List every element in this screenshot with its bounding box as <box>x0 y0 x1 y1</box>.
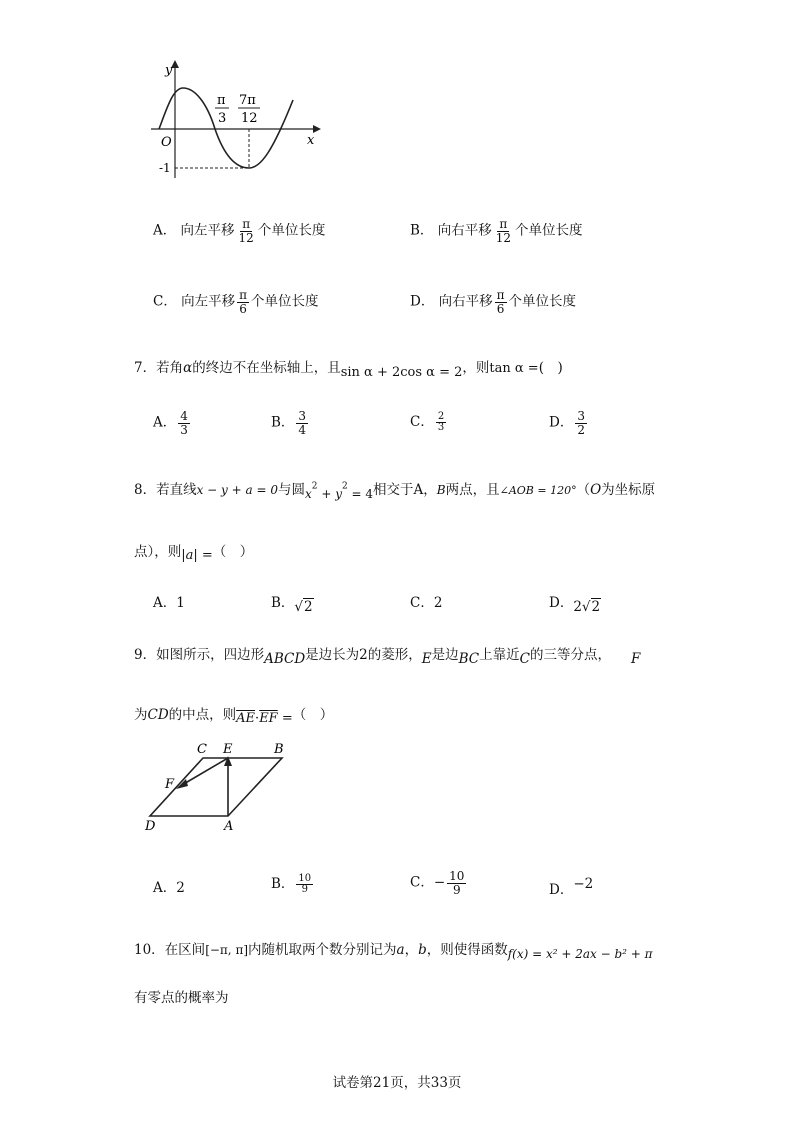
option-letter: B． <box>271 414 295 431</box>
q8-O: O <box>590 482 602 498</box>
q7-paren: ( ) <box>538 360 563 376</box>
q9-F: F <box>630 651 641 667</box>
q9-option-c <box>410 870 468 896</box>
option-text-pre: 向右平移 <box>438 293 493 310</box>
option-text-pre: 向左平移 <box>181 293 236 310</box>
frac-num: 10 <box>449 869 465 883</box>
q7-option-b <box>271 410 310 436</box>
option-text-post: 个单位长度 <box>515 222 583 239</box>
q8-line2-text: 点），则 <box>134 544 182 560</box>
option-sqrt: √2 <box>294 599 313 615</box>
q6-option-c <box>153 289 319 315</box>
x-axis-arrow <box>313 125 321 133</box>
q10-text4: ，则使得函数 <box>426 942 508 958</box>
frac-num: 10 <box>298 872 312 884</box>
option-fraction <box>296 874 313 896</box>
option-fraction <box>494 218 513 244</box>
q9-vector-EF: $\overline{EF}$ <box>259 711 278 726</box>
q9-text1: 如图所示，四边形 <box>156 647 265 663</box>
option-sign: − <box>433 874 446 891</box>
option-fraction <box>447 870 466 896</box>
vertex-label-D: D <box>145 819 156 833</box>
option-fraction <box>436 412 446 434</box>
frac-den: 6 <box>496 301 505 316</box>
q10-interval: [−π, π] <box>205 943 249 957</box>
q7-stem <box>134 356 563 380</box>
q8-line-equation: x − y + a = 0 <box>196 483 278 497</box>
frac-den: 12 <box>495 230 511 245</box>
option-value: 2 <box>433 595 443 611</box>
q10-text2: 内随机取两个数分别记为 <box>248 942 397 958</box>
option-letter: B． <box>271 595 295 611</box>
frac-den: 2 <box>577 422 585 437</box>
q9-paren: （ ） <box>292 707 334 723</box>
q8-paren: （ ） <box>212 544 254 560</box>
option-fraction <box>575 410 587 436</box>
option-value: −2 <box>573 876 594 892</box>
q9-option-d <box>549 872 594 898</box>
option-fraction <box>237 218 256 244</box>
q9-text2: 是边长为2的菱形， <box>305 647 422 663</box>
vertex-label-F: F <box>165 777 175 792</box>
q8-option-a <box>153 591 185 611</box>
question-number: 9． <box>134 647 157 663</box>
q9-CD: CD <box>147 707 169 723</box>
option-letter: C． <box>410 414 434 430</box>
option-letter: C． <box>410 874 434 891</box>
q10-text3: ， <box>404 942 419 958</box>
q8-circle-rhs: = 4 <box>347 487 374 501</box>
option-letter: B． <box>271 876 295 892</box>
question-number: 7． <box>134 360 157 376</box>
q9-line2-text2: 的中点，则 <box>168 707 237 723</box>
tick-pi3-num: π <box>217 93 226 108</box>
q8-circle-x: x <box>304 487 312 501</box>
q8-stem-line2 <box>134 540 254 563</box>
sine-curve <box>159 88 293 168</box>
q8-option-d <box>549 591 601 615</box>
vertex-label-B: B <box>274 742 284 757</box>
q7-alpha: α <box>183 360 193 376</box>
question-number: 10． <box>134 942 165 958</box>
q8-circle-plus: + <box>317 487 336 501</box>
frac-den: 12 <box>238 230 254 245</box>
q10-function: f(x) = x² + 2ax − b² + π <box>507 947 653 961</box>
q6-option-b <box>410 218 583 244</box>
q9-option-b <box>271 872 315 896</box>
q8-text3: 相交于A， <box>373 482 437 498</box>
q9-option-a <box>153 876 185 896</box>
vertex-label-E: E <box>223 742 233 757</box>
frac-num: π <box>499 217 508 231</box>
q7-option-a <box>153 410 192 436</box>
q10-a: a <box>396 942 405 958</box>
x-axis-label: x <box>307 133 315 148</box>
frac-den: 3 <box>437 422 445 433</box>
option-letter: C． <box>153 293 177 310</box>
q8-text1: 若直线 <box>156 482 197 498</box>
option-text-pre: 向左平移 <box>180 222 235 239</box>
sqrt-radicand: 2 <box>304 599 313 615</box>
q6-option-a <box>153 218 325 244</box>
rhombus-figure <box>140 738 290 833</box>
vertex-label-A: A <box>224 819 234 833</box>
option-text-post: 个单位长度 <box>257 222 326 239</box>
y-axis-label: y <box>165 63 173 78</box>
q8-text2: 与圆 <box>277 482 305 498</box>
q9-dot: · <box>255 711 260 726</box>
option-letter: A． <box>153 222 177 239</box>
option-letter: D． <box>410 293 435 310</box>
frac-den: 9 <box>301 884 308 895</box>
q10-stem-line1 <box>134 938 653 961</box>
q8-stem-line1 <box>134 478 656 501</box>
option-value: 2 <box>176 880 185 896</box>
frac-den: 4 <box>298 422 307 437</box>
q9-stem-line2 <box>134 703 334 726</box>
q10-line2: 有零点的概率为 <box>134 990 229 1006</box>
option-fraction <box>495 289 507 315</box>
segment-EF <box>182 758 228 785</box>
option-letter: D． <box>549 882 574 898</box>
tick-7pi12-num: 7π <box>239 93 256 108</box>
sqrt-radicand: 2 <box>591 599 601 615</box>
q9-C: C <box>519 651 530 667</box>
option-letter: A． <box>153 414 177 431</box>
q9-text3: 是边 <box>431 647 459 663</box>
q9-eq: = <box>277 711 293 726</box>
q9-ABCD: ABCD <box>264 651 306 667</box>
q9-E: E <box>421 651 432 667</box>
frac-num: 4 <box>180 409 188 423</box>
sine-graph-figure <box>145 58 325 183</box>
q9-text5: 的三等分点， <box>529 647 611 663</box>
frac-num: π <box>496 288 505 302</box>
q8-abs-a: |a| = <box>181 548 213 563</box>
option-text-pre: 向右平移 <box>437 222 492 239</box>
q7-equation: sin α + 2cos α = 2 <box>340 365 463 380</box>
frac-num: 3 <box>298 409 307 423</box>
frac-num: π <box>239 288 248 302</box>
q7-ask: tan α = <box>489 361 539 376</box>
y-tick-minus1: -1 <box>159 161 171 175</box>
option-letter: A． <box>153 595 177 611</box>
q9-text4: 上靠近 <box>479 647 520 663</box>
option-letter: D． <box>549 414 574 431</box>
frac-den: 9 <box>452 882 461 897</box>
option-fraction <box>237 289 249 315</box>
option-letter: B． <box>410 222 434 239</box>
q8-text6: 为坐标原 <box>601 482 656 498</box>
frac-den: 6 <box>239 301 247 316</box>
q7-option-d <box>549 410 589 436</box>
q6-option-d <box>410 289 576 315</box>
q8-circle-x-exp: 2 <box>311 481 318 492</box>
option-text-post: 个单位长度 <box>251 293 319 310</box>
q8-B: B <box>436 483 446 497</box>
q9-line2-text1: 为 <box>134 707 148 723</box>
q7-option-c <box>410 410 448 434</box>
page-footer: 试卷第21页，共33页 <box>332 1075 462 1091</box>
option-fraction <box>178 410 190 436</box>
q10-text1: 在区间 <box>164 942 206 958</box>
q10-stem-line2 <box>134 986 229 1006</box>
vertex-label-C: C <box>197 742 207 757</box>
option-coef: 2 <box>573 599 582 615</box>
q7-text1: 若角 <box>156 360 184 376</box>
origin-label: O <box>161 135 172 150</box>
q8-text4: 两点，且 <box>445 482 500 498</box>
q8-text5: （ <box>576 482 591 498</box>
question-number: 8． <box>134 482 157 498</box>
q7-text3: ，则 <box>462 360 490 376</box>
frac-num: 2 <box>437 410 445 422</box>
q10-b: b <box>418 942 427 958</box>
option-letter: D． <box>549 595 574 611</box>
frac-num: 3 <box>577 409 585 423</box>
frac-den: 3 <box>180 422 188 437</box>
option-fraction <box>296 410 308 436</box>
option-letter: A． <box>153 880 177 896</box>
q8-circle-y-exp: 2 <box>341 481 348 492</box>
option-text-post: 个单位长度 <box>508 293 577 310</box>
tick-7pi12-den: 12 <box>241 111 258 126</box>
option-letter: C． <box>410 595 434 611</box>
q7-text2: 的终边不在坐标轴上，且 <box>192 360 341 376</box>
q8-option-c <box>410 591 442 611</box>
q8-circle-y: y <box>335 487 342 501</box>
frac-num: π <box>242 217 251 231</box>
q8-option-b <box>271 591 314 615</box>
option-value: 1 <box>176 595 185 611</box>
option-sqrt: √2 <box>581 599 601 615</box>
q9-vector-AE: $\overline{AE}$ <box>236 711 256 726</box>
q8-angle: ∠AOB = 120° <box>499 484 577 497</box>
q9-stem-line1 <box>134 643 641 667</box>
q9-BC: BC <box>458 651 480 667</box>
tick-pi3-den: 3 <box>218 111 227 126</box>
